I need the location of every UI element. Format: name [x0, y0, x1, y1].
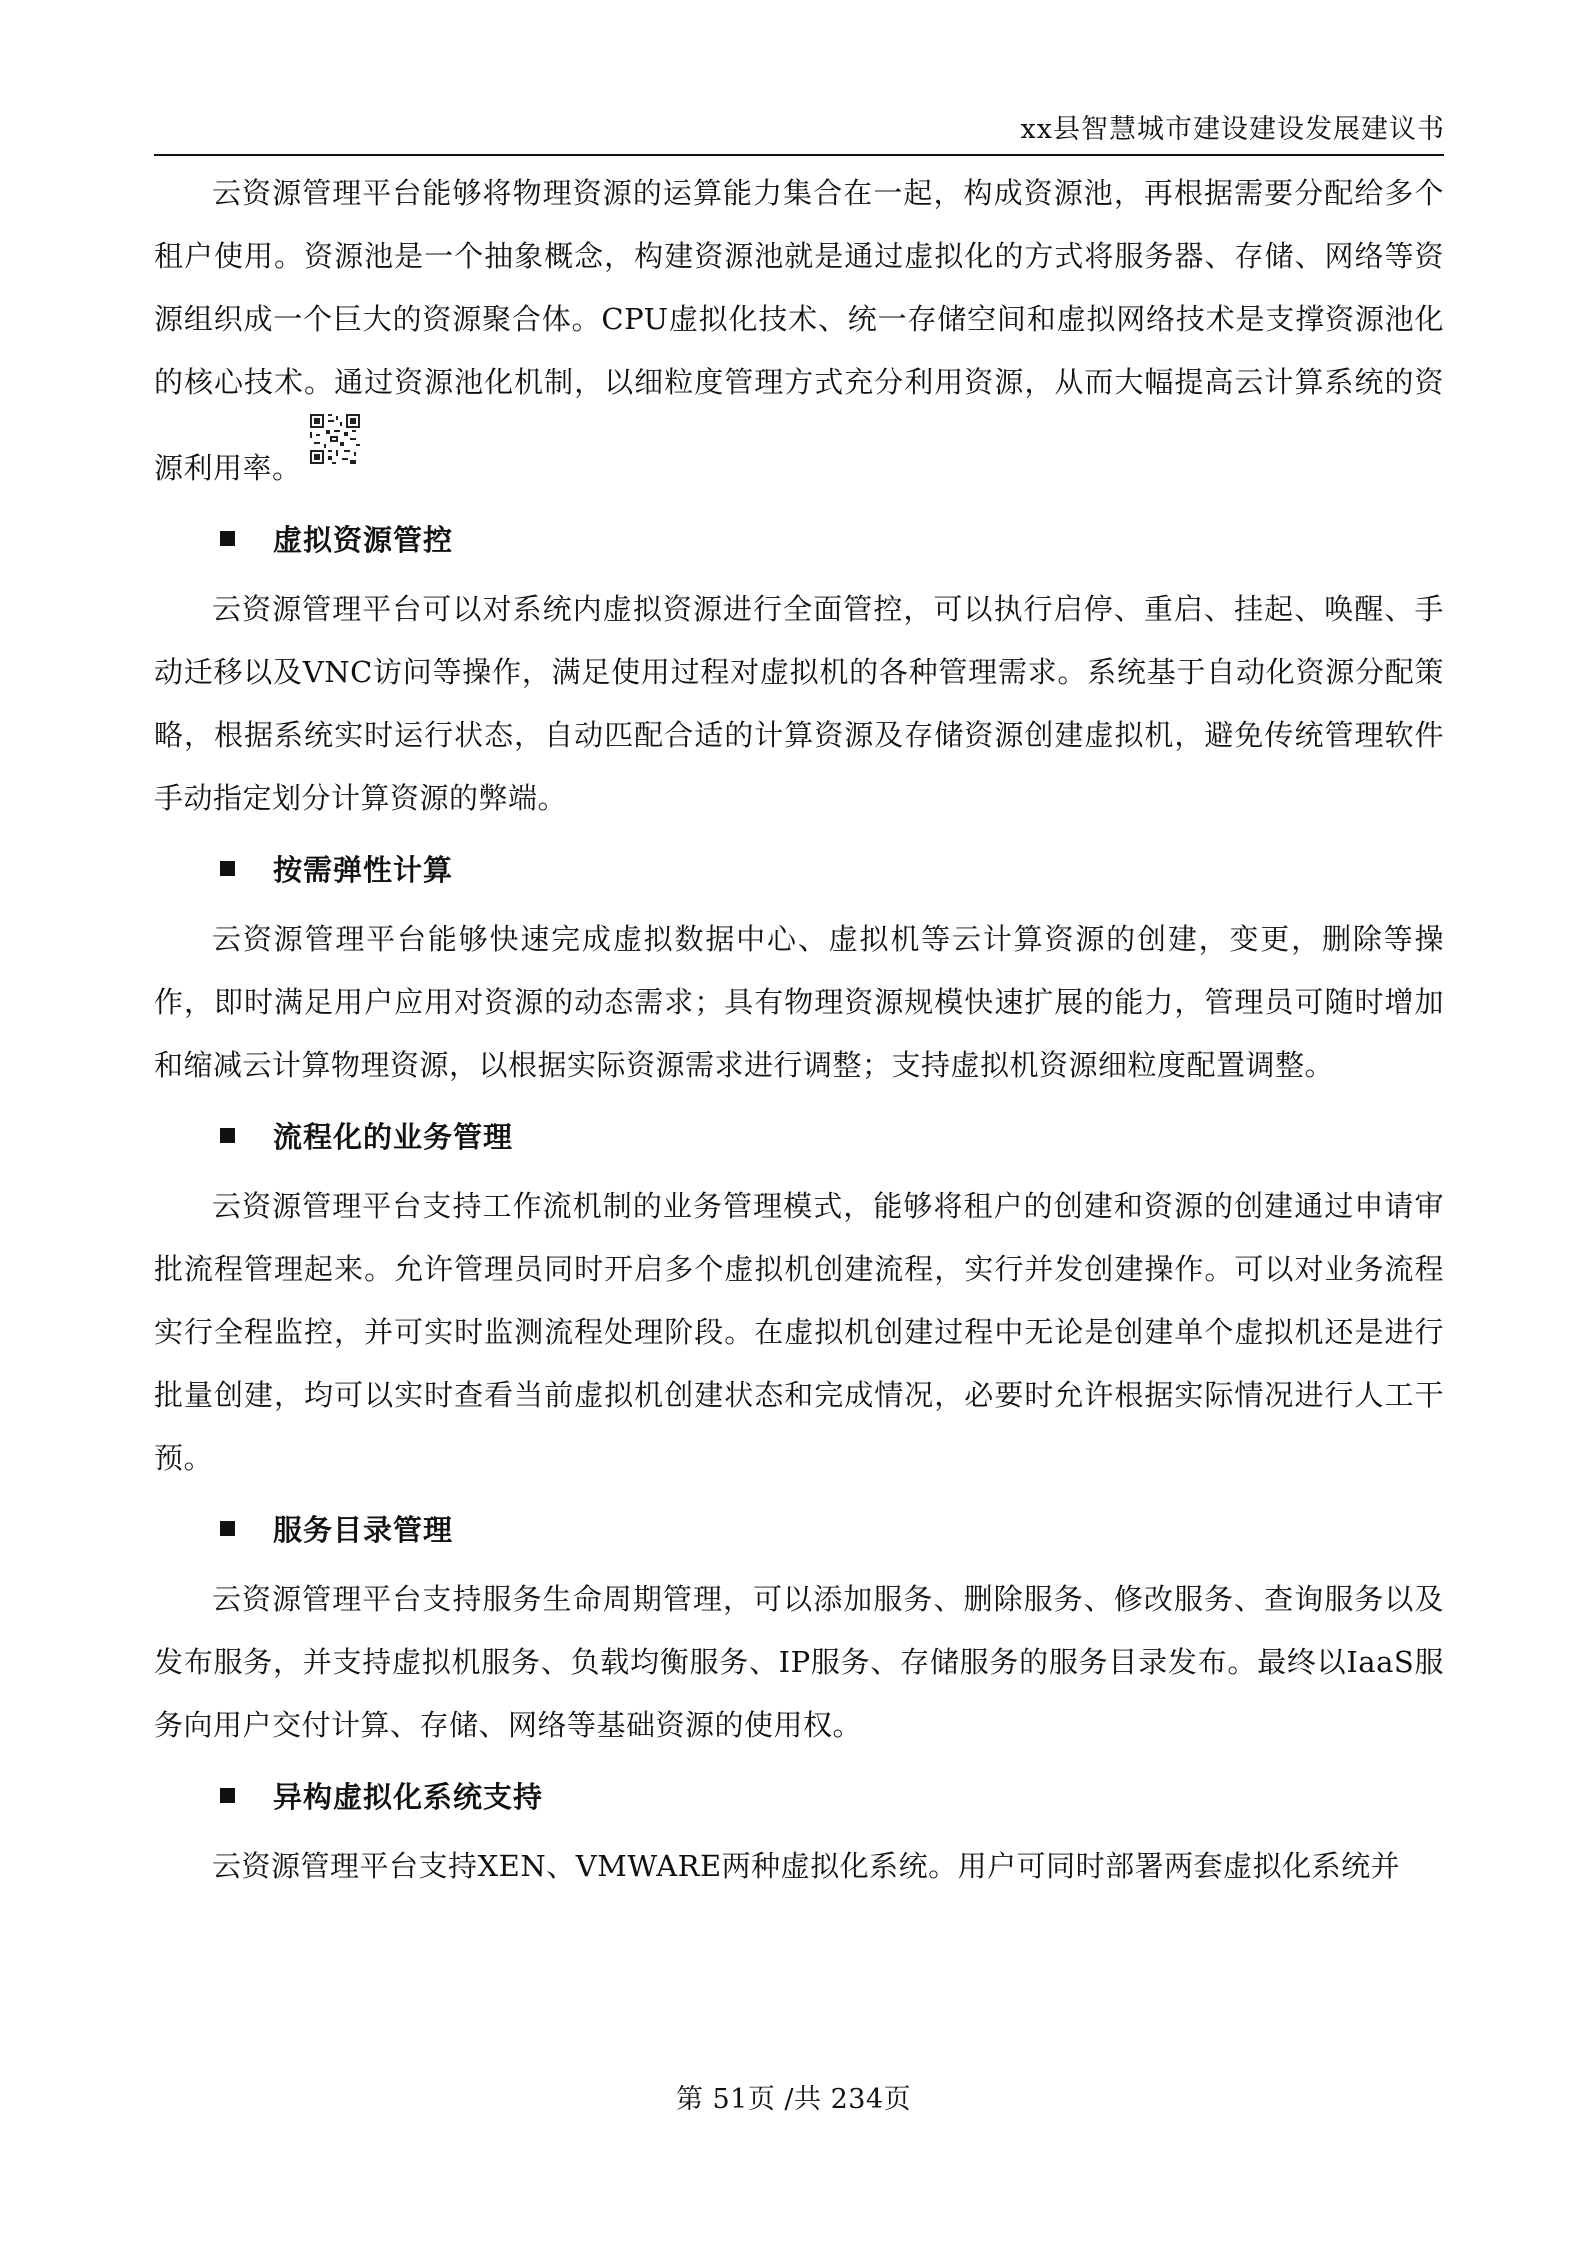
section-heading-workflow-management	[154, 1107, 1444, 1163]
running-header-title: xx县智慧城市建设建设发展建议书	[1020, 114, 1445, 145]
section-paragraph-service-catalog: 云资源管理平台支持服务生命周期管理，可以添加服务、删除服务、修改服务、查询服务以及发布服务，并支持虚拟机服务、负载均衡服务、IP服务、存储服务的服务目录发布。最终以IaaS服务向用户交付计算、存储、网络等基础资源的使用权。	[154, 1582, 1444, 1742]
header-divider	[154, 154, 1444, 156]
section-heading-service-catalog	[154, 1500, 1444, 1556]
qr-code-icon	[310, 414, 360, 464]
section-paragraph-virtual-resource-control: 云资源管理平台可以对系统内虚拟资源进行全面管控，可以执行启停、重启、挂起、唤醒、手动迁移以及VNC访问等操作，满足使用过程对虚拟机的各种管理需求。系统基于自动化资源分配策略，根据系统实时运行状态，自动匹配合适的计算资源及存储资源创建虚拟机，避免传统管理软件手动指定划分计算资源的弊端。	[154, 592, 1444, 815]
section-heading-text: 虚拟资源管控	[273, 522, 454, 557]
section-heading-heterogeneous-virtualization	[154, 1767, 1444, 1823]
section-paragraph-elastic-computing: 云资源管理平台能够快速完成虚拟数据中心、虚拟机等云计算资源的创建，变更，删除等操作，即时满足用户应用对资源的动态需求；具有物理资源规模快速扩展的能力，管理员可随时增加和缩减云计算物理资源，以根据实际资源需求进行调整；支持虚拟机资源细粒度配置调整。	[154, 922, 1444, 1082]
section-paragraph-workflow-management: 云资源管理平台支持工作流机制的业务管理模式，能够将租户的创建和资源的创建通过申请审批流程管理起来。允许管理员同时开启多个虚拟机创建流程，实行并发创建操作。可以对业务流程实行全程监控，并可实时监测流程处理阶段。在虚拟机创建过程中无论是创建单个虚拟机还是进行批量创建，均可以实时查看当前虚拟机创建状态和完成情况，必要时允许根据实际情况进行人工干预。	[154, 1189, 1444, 1475]
section-heading-text: 按需弹性计算	[273, 852, 454, 887]
intro-paragraph	[154, 162, 1444, 500]
square-bullet-icon	[220, 1521, 235, 1536]
section-heading-text: 服务目录管理	[273, 1512, 454, 1547]
section-paragraph-heterogeneous-virtualization: 云资源管理平台支持XEN、VMWARE两种虚拟化系统。用户可同时部署两套虚拟化系统并	[212, 1849, 1401, 1883]
square-bullet-icon	[220, 861, 235, 876]
section-heading-text: 流程化的业务管理	[273, 1119, 514, 1154]
square-bullet-icon	[220, 531, 235, 546]
section-heading-text: 异构虚拟化系统支持	[273, 1779, 544, 1814]
intro-text: 云资源管理平台能够将物理资源的运算能力集合在一起，构成资源池，再根据需要分配给多个租户使用。资源池是一个抽象概念，构建资源池就是通过虚拟化的方式将服务器、存储、网络等资源组织成一个巨大的资源聚合体。CPU虚拟化技术、统一存储空间和虚拟网络技术是支撑资源池化的核心技术。通过资源池化机制，以细粒度管理方式充分利用资源，从而大幅提高云计算系统的资源利用率。	[154, 176, 1444, 485]
section-heading-virtual-resource-control	[154, 510, 1444, 566]
square-bullet-icon	[220, 1788, 235, 1803]
section-heading-elastic-computing	[154, 840, 1444, 896]
square-bullet-icon	[220, 1128, 235, 1143]
document-body	[154, 162, 1444, 1898]
page-number-footer: 第 51页 /共 234页	[675, 2084, 912, 2115]
